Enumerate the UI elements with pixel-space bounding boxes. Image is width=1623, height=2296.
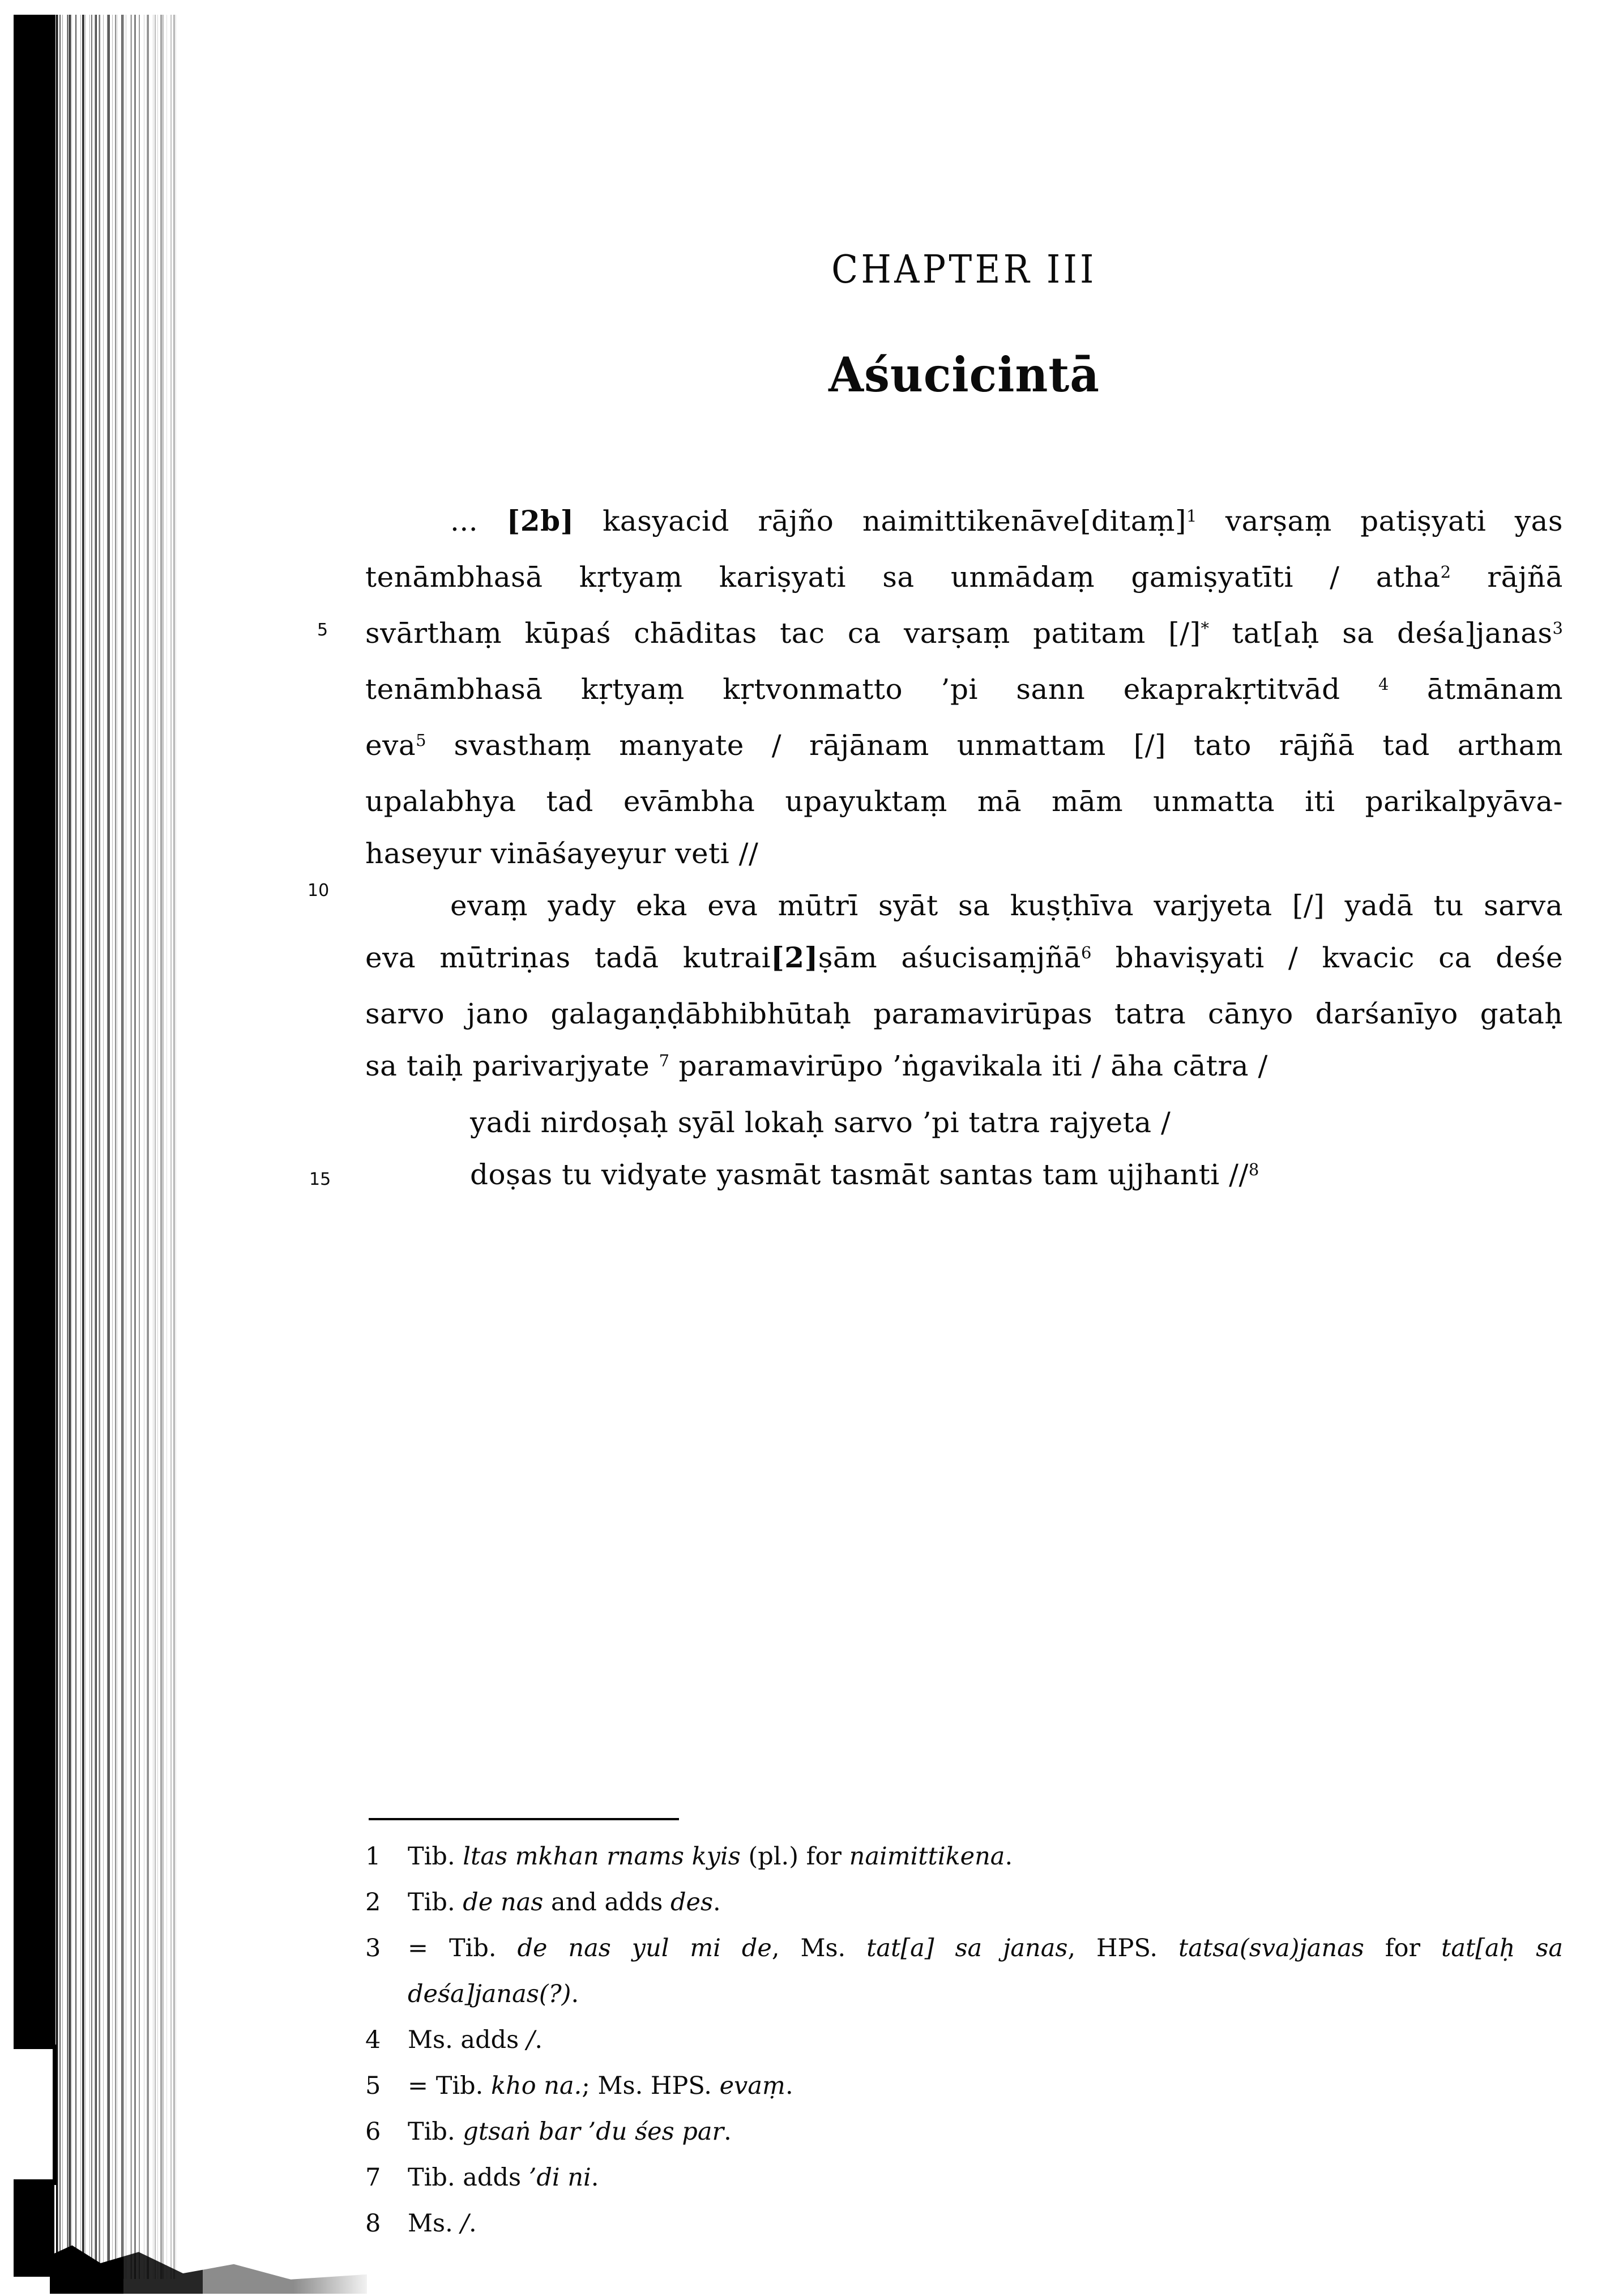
body-line [365, 1040, 1563, 1096]
text-run: Tib. adds [408, 2163, 529, 2192]
verse-block [365, 1096, 1563, 1205]
chapter-heading: CHAPTER III [831, 247, 1097, 292]
footnote-number: 4 [365, 2026, 381, 2054]
text-run: ātmānam [1389, 673, 1563, 706]
text-run: / [460, 2209, 469, 2238]
body-line [365, 495, 1563, 551]
text-run: eva mūtriṇas tadā kutrai [365, 941, 771, 974]
text-run: . [724, 2118, 732, 2146]
text-run: 3 [1552, 618, 1563, 638]
text-run: de nas yul mi de [517, 1934, 772, 1962]
text-run: kho na. [491, 2072, 582, 2100]
text-run: * [1201, 618, 1210, 638]
text-run: / [526, 2026, 535, 2054]
text-run: tenāmbhasā kṛtyaṃ kṛtvonmatto ’pi sann ekaprakṛtitvād [365, 673, 1379, 706]
footnote-number: 5 [365, 2072, 381, 2100]
text-run: . [571, 1980, 579, 2008]
text-run: = Tib. [408, 2072, 491, 2100]
text-run: deśa]janas(?) [408, 1980, 571, 2008]
text-run: . [1005, 1842, 1013, 1871]
text-run: . [713, 1888, 721, 1917]
footnote [365, 2109, 1563, 2155]
text-run: ’di ni [528, 2163, 591, 2192]
body-line [365, 827, 1563, 880]
text-run: ... [450, 505, 507, 537]
text-run: 6 [1080, 943, 1092, 963]
body-line [365, 607, 1563, 663]
footnote-continuation [365, 1971, 1563, 2017]
footnote [365, 2201, 1563, 2247]
text-run: kasyacid rājño naimittikenāve[ditaṃ] [574, 505, 1186, 537]
text-run: 7 [659, 1051, 670, 1071]
text-run: 1 [1186, 506, 1197, 526]
footnote-number: 2 [365, 1888, 381, 1917]
text-run: , Ms. [771, 1934, 867, 1962]
text-run: eva [365, 729, 416, 762]
footnote-rule [369, 1818, 679, 1820]
footnote [365, 1834, 1563, 1880]
text-run: svasthaṃ manyate / rājānam unmattam [/] tato rājñā tad artham [426, 729, 1563, 762]
text-run: . [785, 2072, 793, 2100]
text-run: [2] [771, 941, 818, 974]
text-run: . [591, 2163, 599, 2192]
footnote [365, 2017, 1563, 2063]
text-run: des [670, 1888, 714, 1917]
body-line [365, 551, 1563, 607]
footnote [365, 1926, 1563, 1971]
footnote [365, 2155, 1563, 2201]
footnote-number: 8 [365, 2209, 381, 2238]
footnote [365, 2063, 1563, 2109]
text-run: and adds [543, 1888, 670, 1917]
line-number-10: 10 [307, 881, 330, 901]
binding-shadow-band-bottom [14, 2179, 54, 2277]
body-line [365, 719, 1563, 775]
text-run: = Tib. [408, 1934, 518, 1962]
line-number-15: 15 [309, 1170, 331, 1189]
text-run: ṣām aśucisaṃjñā [818, 941, 1081, 974]
text-run: paramavirūpo ’ṅgavikala iti / āha cātra / [669, 1049, 1268, 1082]
body-line [365, 775, 1563, 827]
line-number-5: 5 [317, 620, 328, 640]
text-run: ; Ms. HPS. [582, 2072, 720, 2100]
text-run: (pl.) for [740, 1842, 849, 1871]
footnotes [365, 1834, 1563, 2247]
body-line [365, 880, 1563, 932]
text-run: doṣas tu vidyate yasmāt tasmāt santas tam ujjhanti // [470, 1158, 1249, 1191]
text-run: sa taiḥ parivarjyate [365, 1049, 659, 1082]
text-run: Tib. [408, 1842, 463, 1871]
text-run: , HPS. [1067, 1934, 1179, 1962]
body-line [365, 988, 1563, 1040]
footnote-number: 3 [365, 1934, 381, 1962]
footnote-number: 6 [365, 2118, 381, 2146]
text-run: tat[a] sa janas [866, 1934, 1068, 1962]
text-run: tatsa(sva)janas [1178, 1934, 1364, 1962]
text-run: tat[aḥ sa deśa]janas [1209, 617, 1553, 650]
text-run: Ms. adds [408, 2026, 527, 2054]
footnote [365, 1880, 1563, 1926]
text-run: sarvo jano galagaṇḍābhibhūtaḥ paramavirūpas tatra cānyo darśanīyo gataḥ [365, 997, 1563, 1030]
text-run: Ms. [408, 2209, 461, 2238]
text-run: . [535, 2026, 543, 2054]
text-run: . [468, 2209, 477, 2238]
text-run: for [1364, 1934, 1442, 1962]
text-run: haseyur vināśayeyur veti // [365, 837, 759, 870]
text-run: Tib. [408, 2118, 463, 2146]
text-run: Tib. [408, 1888, 463, 1917]
text-run: de nas [463, 1888, 544, 1917]
section-title: Aśucicintā [828, 347, 1100, 403]
text-run: 8 [1248, 1160, 1259, 1180]
text-run: tenāmbhasā kṛtyaṃ kariṣyati sa unmādaṃ gamiṣyatīti / atha [365, 561, 1441, 594]
footnote-number: 1 [365, 1842, 381, 1871]
body-line [365, 663, 1563, 719]
text-run: evaṃ [719, 2072, 785, 2100]
footnote-number: 7 [365, 2163, 381, 2192]
text-run: varṣaṃ patiṣyati yas [1197, 505, 1564, 537]
text-run: rājñā [1451, 561, 1563, 594]
text-run: ltas mkhan rnams kyis [463, 1842, 741, 1871]
text-run: upalabhya tad evāmbha upayuktaṃ mā mām unmatta iti parikalpyāva- [365, 785, 1563, 818]
binding-shadow-band [14, 15, 55, 2049]
text-run: 4 [1378, 675, 1389, 694]
verse-line [365, 1096, 1563, 1149]
text-run: [2b] [506, 504, 574, 537]
text-run: 5 [416, 731, 426, 750]
text-run: yadi nirdoṣaḥ syāl lokaḥ sarvo ’pi tatra rajyeta / [470, 1106, 1171, 1139]
text-run: 2 [1440, 562, 1451, 582]
body-line [365, 932, 1563, 988]
body-text [365, 495, 1563, 1096]
page-edge-streaks [56, 15, 178, 2279]
text-run: gtsaṅ bar ’du śes par [463, 2118, 724, 2146]
text-run: bhaviṣyati / kvacic ca deśe [1091, 941, 1563, 974]
verse-line [365, 1149, 1563, 1205]
text-run: svārthaṃ kūpaś chāditas tac ca varṣaṃ patitam [/] [365, 617, 1201, 650]
text-run: naimittikena [849, 1842, 1005, 1871]
text-run: tat[aḥ sa [1441, 1934, 1563, 1962]
text-run: evaṃ yady eka eva mūtrī syāt sa kuṣṭhīva varjyeta [/] yadā tu sarva [450, 889, 1563, 922]
